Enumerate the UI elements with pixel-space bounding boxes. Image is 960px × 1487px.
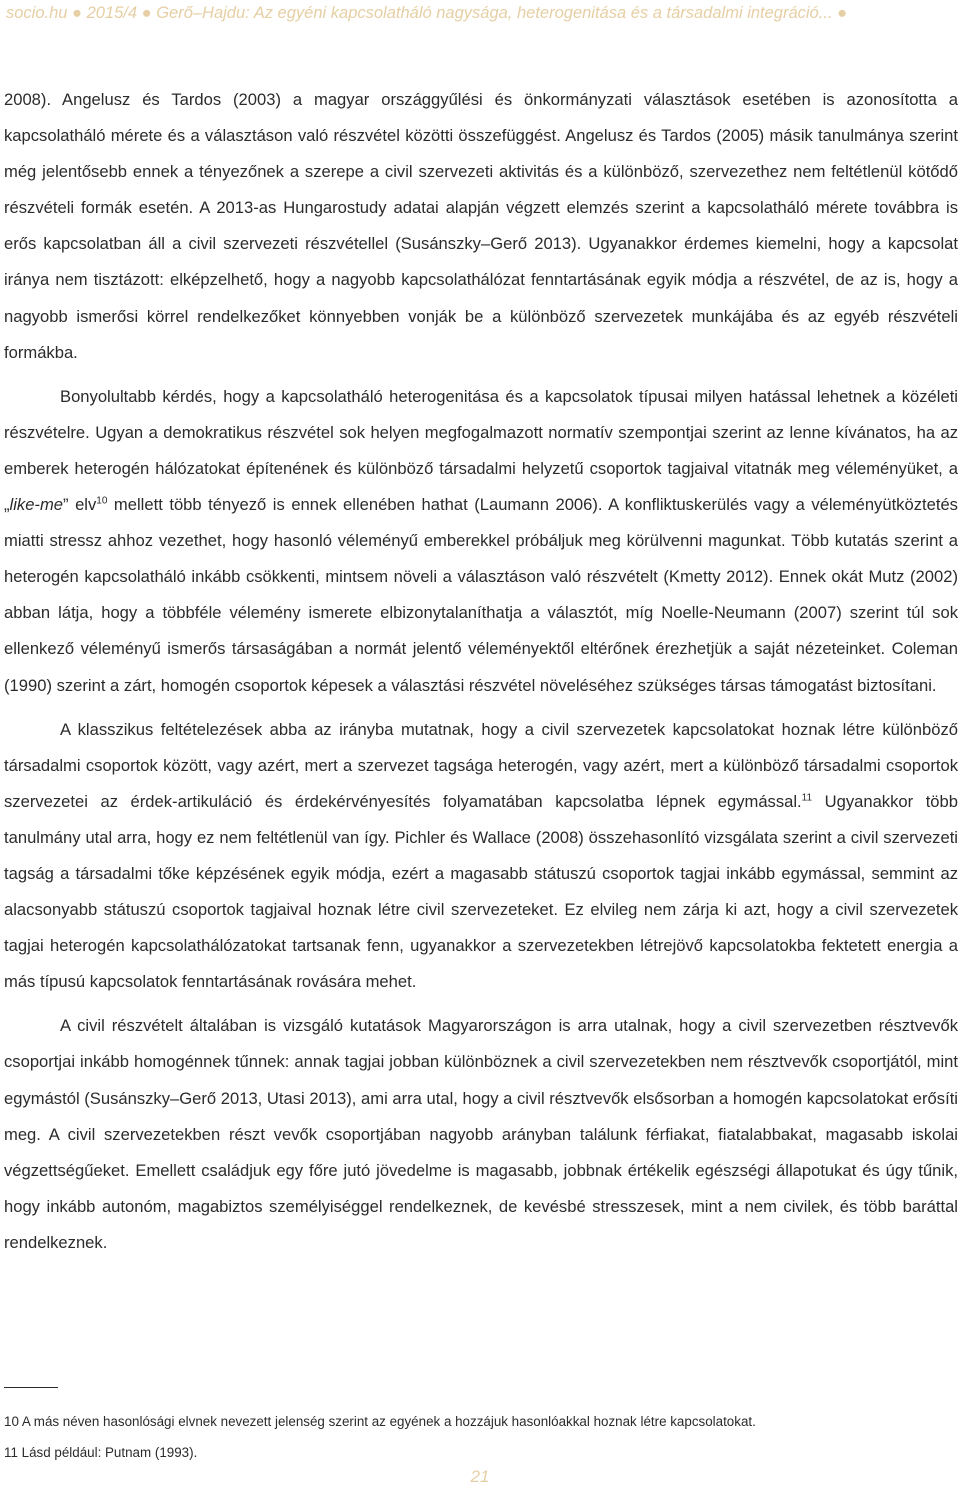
paragraph-3-text-a: A klasszikus feltételezések abba az irányba mutatnak, hogy a civil szervezetek kapcsolatokat hoznak létre különböző társadalmi csoportok között, vagy azért, mert a szervezet tagsága heterogén, vagy azért, mert a különböző társadalmi csoportok szervezetei az érdek-artikuláció és érdekérvényesítés folyamatában kapcsolatba lépnek egymással.	[4, 719, 958, 811]
footnote-ref-10[interactable]: 10	[96, 495, 108, 507]
paragraph-3-text-b: Ugyanakkor több tanulmány utal arra, hogy ez nem feltétlenül van így. Pichler és Wallace (2008) összehasonlító vizsgálata szerint a civil szervezeti tagság a társadalmi tőke képzésének egyik módja, ezért a magasabb státuszú csoportok tagjai inkább egymással, semmint az alacsonyabb státuszú csoportok tagjaival hoznak létre civil szervezeteket. Ez elvileg nem zárja ki azt, hogy a civil szervezetek tagjai heterogén kapcsolathálózatokat tartsanak fenn, ugyanakkor a szervezetekben létrejövő kapcsolatokba fektetett energia a más típusú kapcsolatok fenntartásának rovására mehet.	[4, 791, 958, 992]
footnotes	[4, 1406, 954, 1468]
article-body	[4, 82, 958, 1261]
like-me-term: like-me	[9, 495, 64, 515]
footnote-11: 11 Lásd például: Putnam (1993).	[4, 1445, 198, 1460]
page-number: 21	[470, 1467, 490, 1486]
paragraph-1: 2008). Angelusz és Tardos (2003) a magyar országgyűlési és önkormányzati választások esetében is azonosította a kapcsolatháló mérete és a választáson való részvétel közötti összefüggést. Angelusz és Tardos (2005) másik tanulmánya szerint még jelentősebb ennek a tényezőnek a szerepe a civil szervezeti aktivitás és a különböző, szervezethez nem feltétlenül kötődő részvételi formák esetén. A 2013-as Hungarostudy adatai alapján végzett elemzés szerint a kapcsolatháló mérete továbbra is erős kapcsolatban áll a civil szervezeti részvétellel (Susánszky–Gerő 2013). Ugyanakkor érdemes kiemelni, hogy a kapcsolat iránya nem tisztázott: elképzelhető, hogy a nagyobb kapcsolathálózat fenntartásának egyik módja a részvétel, de az is, hogy a nagyobb ismerősi körrel rendelkezőket könnyebben vonják be a különböző szervezetek munkájába és az egyéb részvételi formákba.	[4, 90, 958, 362]
header-text: socio.hu ● 2015/4 ● Gerő–Hajdu: Az egyéni kapcsolatháló nagysága, heterogenitása és a társadalmi integráció... ●	[6, 4, 848, 22]
paragraph-2-text-a: Bonyolultabb kérdés, hogy a kapcsolatháló heterogenitása és a kapcsolatok típusai milyen hatással lehetnek a közéleti részvételre. Ugyan a demokratikus részvétel sok helyen megfogalmazott normatív szempontjai szerint az lenne kívánatos, ha az emberek heterogén hálózatokat építenének és különböző társadalmi helyzetű csoportok tagjaival vitatnák meg véleményüket, a „	[4, 386, 958, 515]
paragraph-2-text-c: mellett több tényező is ennek ellenében hathat (Laumann 2006). A konfliktuskerülés vagy a véleményütköztetés miatti stressz ahhoz vezethet, hogy hasonló véleményű emberekkel próbáljuk meg körülvenni magunkat. Több kutatás szerint a heterogén kapcsolatháló inkább csökkenti, mintsem növeli a választáson való részvételt (Kmetty 2012). Ennek okát Mutz (2002) abban látja, hogy a többféle vélemény ismerete elbizonytalaníthatja a választót, míg Noelle-Neumann (2007) szerint túl sok ellenkező véleményű ismerős társaságában a normát jelentő véleményektől eltérőnek érezhetjük a saját nézeteinket. Coleman (1990) szerint a zárt, homogén csoportok képesek a választási részvétel növeléséhez szükséges társas támogatást biztosítani.	[4, 495, 958, 695]
running-header	[6, 4, 956, 23]
paragraph-3	[4, 712, 958, 1001]
paragraph-2-text-b: ” elv	[63, 495, 97, 515]
footnote-ref-11[interactable]: 11	[801, 792, 813, 804]
footnote-divider	[4, 1387, 58, 1388]
paragraph-4: A civil részvételt általában is vizsgáló kutatások Magyarországon is arra utalnak, hogy a civil szervezetben résztvevők csoportjai inkább homogénnek tűnnek: annak tagjai jobban különböznek a civil szervezetekben nem résztvevők csoportjától, mint egymástól (Susánszky–Gerő 2013, Utasi 2013), ami arra utal, hogy a civil résztvevők elsősorban a homogén kapcsolatokat erősíti meg. A civil szervezetekben részt vevők csoportjában nagyobb arányban találunk férfiakat, fiatalabbakat, magasabb iskolai végzettségűeket. Emellett családjuk egy főre jutó jövedelme is magasabb, jobbnak értékelik egészségi állapotukat és úgy tűnik, hogy inkább autonóm, magabiztos személyiséggel rendelkeznek, de kevésbé stresszesek, mint a nem civilek, és több baráttal rendelkeznek.	[4, 1016, 958, 1252]
paragraph-2	[4, 379, 958, 704]
footnote-10: 10 A más néven hasonlósági elvnek nevezett jelenség szerint az egyének a hozzájuk hasonlóakkal hoznak létre kapcsolatokat.	[4, 1414, 756, 1429]
